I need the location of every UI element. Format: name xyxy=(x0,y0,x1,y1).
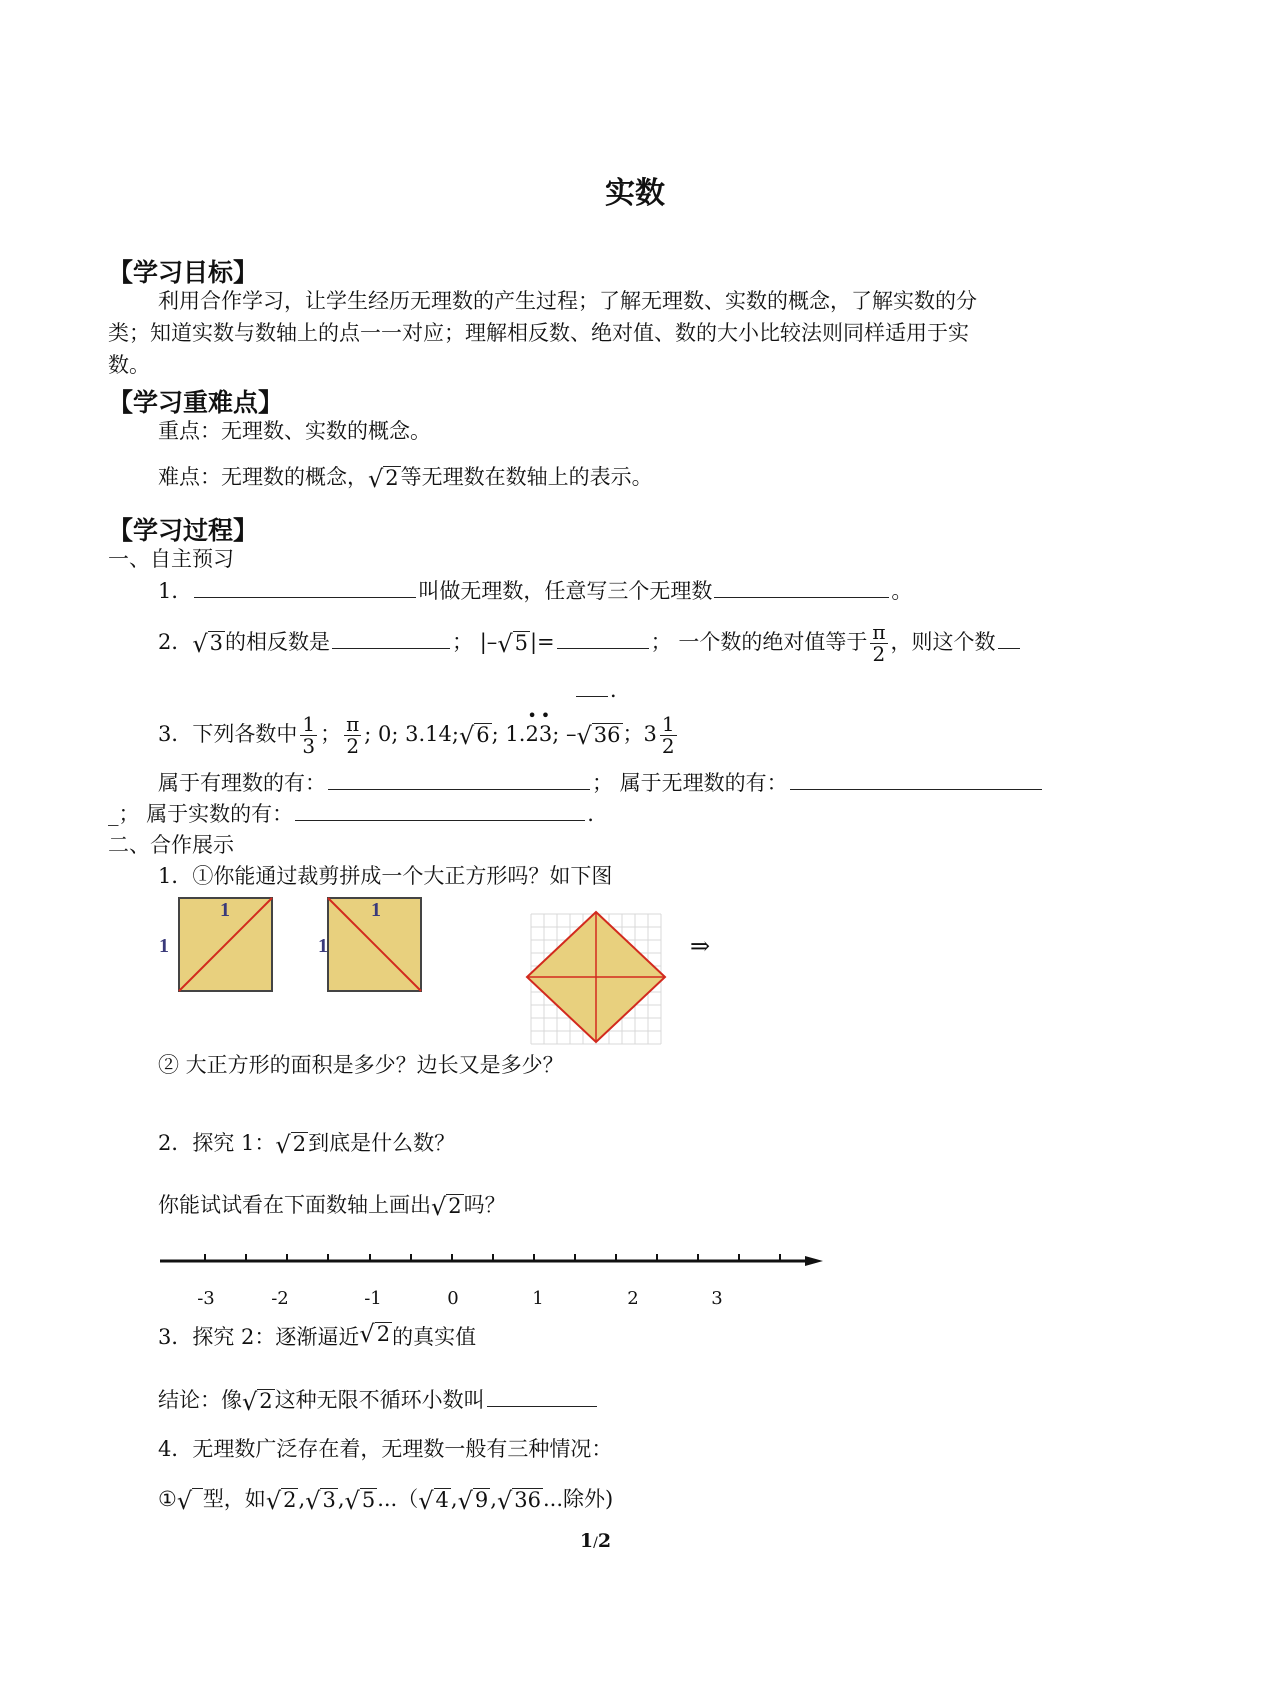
question-2-cont: ． xyxy=(574,674,631,705)
axis-label: -2 xyxy=(271,1288,289,1309)
blank[interactable] xyxy=(998,626,1020,649)
blank[interactable] xyxy=(576,674,608,697)
number-line[interactable] xyxy=(150,1244,830,1274)
sqrt-2: √ 2 xyxy=(368,464,399,493)
blank[interactable] xyxy=(487,1384,597,1407)
coop-q3b: 结论：像 √ 2 这种无限不循环小数叫 xyxy=(158,1384,599,1415)
goals-line-1: 利用合作学习，让学生经历无理数的产生过程；了解无理数、实数的概念，了解实数的分 xyxy=(158,289,977,313)
process-heading: 【学习过程】 xyxy=(108,516,259,545)
axis-label: 2 xyxy=(627,1288,639,1309)
coop-q1: 1．①你能通过裁剪拼成一个大正方形吗？如下图 xyxy=(158,864,613,888)
blank[interactable] xyxy=(714,575,889,598)
question-1: 1． 叫做无理数，任意写三个无理数 。 xyxy=(158,575,912,606)
coop-q1b: ② 大正方形的面积是多少？边长又是多少？ xyxy=(158,1053,564,1077)
side-label-left: 1 xyxy=(159,935,169,957)
part1-heading: 一、自主预习 xyxy=(108,547,234,571)
question-2: 2． √ 3 的相反数是 ； |– √ 5 |= ； 一个数的绝对值等于 $\frac{\pi}{2}$ ，则这个数 xyxy=(158,622,1022,665)
difficult-point: 难点：无理数的概念， √ 2 等无理数在数轴上的表示。 xyxy=(158,464,653,493)
side-label-left: 1 xyxy=(318,935,328,957)
side-label-top: 1 xyxy=(220,899,230,921)
blank[interactable] xyxy=(557,626,649,649)
axis-label: 3 xyxy=(711,1288,723,1309)
blank[interactable] xyxy=(790,767,1042,790)
goals-heading: 【学习目标】 xyxy=(108,258,259,287)
axis-label: 1 xyxy=(532,1288,544,1309)
axis-label: -1 xyxy=(364,1288,382,1309)
q3-real-line: _； 属于实数的有： . xyxy=(108,798,594,829)
blank[interactable] xyxy=(328,767,590,790)
question-3: 3．下列各数中 $\frac{1}{3}$ ； $\frac{\pi}{2}$ ; 0; 3.14; √ 6 ; 1.• 2• 3; – √ 36 ；3 $\frac{1}{2}$ xyxy=(158,714,680,757)
axis-label: -3 xyxy=(197,1288,215,1309)
coop-q2b: 你能试试看在下面数轴上画出 √ 2 吗？ xyxy=(158,1192,506,1221)
small-square-right xyxy=(318,898,421,991)
coop-q4: 4．无理数广泛存在着，无理数一般有三种情况： xyxy=(158,1437,613,1461)
page-title: 实数 xyxy=(605,176,665,211)
blank[interactable] xyxy=(295,798,585,821)
axis-label: 0 xyxy=(447,1288,459,1309)
page-number: 1/2 xyxy=(579,1530,612,1552)
side-label-top: 1 xyxy=(371,899,381,921)
blank[interactable] xyxy=(332,626,450,649)
key-heading: 【学习重难点】 xyxy=(108,388,284,417)
goals-line-3: 数。 xyxy=(108,353,150,377)
large-diamond xyxy=(527,912,665,1042)
small-square-left xyxy=(159,898,272,991)
part2-heading: 二、合作展示 xyxy=(108,833,234,857)
arrow-icon: ⇒ xyxy=(690,932,711,960)
q3-rational-line: 属于有理数的有： ； 属于无理数的有： xyxy=(158,767,1044,798)
coop-q4a: ① √ 型，如 √ 2 , √ 3 , √ 5 ...（ √ 4 , √ 9 , √ 36 ...除外) xyxy=(158,1486,614,1515)
coop-q3: 3．探究 2：逐渐逼近 √ 2 的真实值 xyxy=(158,1320,477,1349)
square-figures xyxy=(158,892,711,1047)
goals-line-2: 类；知道实数与数轴上的点一一对应；理解相反数、绝对值、数的大小比较法则同样适用于实 xyxy=(108,321,969,345)
blank[interactable] xyxy=(194,575,416,598)
key-point: 重点：无理数、实数的概念。 xyxy=(158,419,431,443)
coop-q2: 2．探究 1： √ 2 到底是什么数？ xyxy=(158,1130,456,1159)
